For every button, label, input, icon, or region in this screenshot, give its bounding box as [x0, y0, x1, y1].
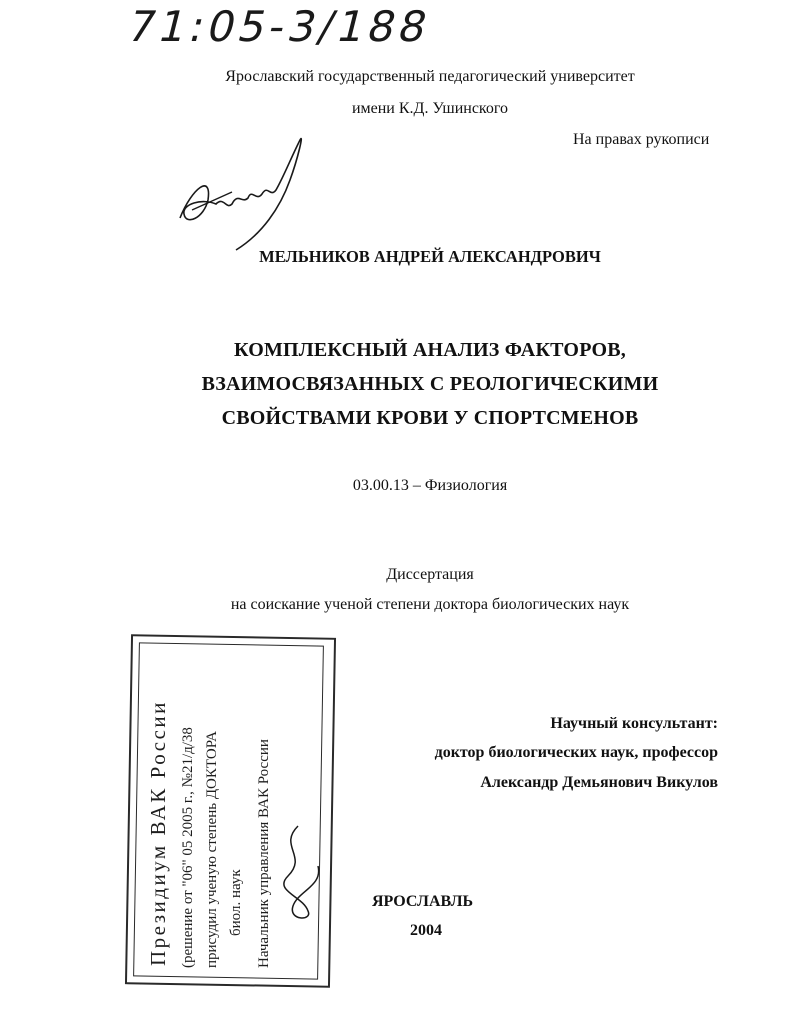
author-name: МЕЛЬНИКОВ АНДРЕЙ АЛЕКСАНДРОВИЧ: [259, 247, 601, 266]
stamp-signature: [268, 816, 328, 926]
dissertation-degree: на соискание ученой степени доктора биологических наук: [230, 596, 630, 613]
consultant-label: Научный консультант:: [550, 715, 718, 732]
dissertation-type: Диссертация: [386, 566, 474, 583]
rights-note: На правах рукописи: [573, 131, 710, 148]
stamp-field: биол. наук: [228, 869, 244, 936]
dissertation-title-line-3: СВОЙСТВАМИ КРОВИ У СПОРТСМЕНОВ: [221, 407, 639, 429]
dissertation-title-line-1: КОМПЛЕКСНЫЙ АНАЛИЗ ФАКТОРОВ,: [234, 339, 626, 361]
vak-approval-stamp: [128, 636, 333, 986]
consultant-name: Александр Демьянович Викулов: [480, 774, 718, 791]
university-name: Ярославский государственный педагогический университет: [225, 68, 635, 85]
stamp-degree-awarded: присудил ученую степень ДОКТОРА: [204, 731, 220, 968]
handwritten-catalog-number: 71:05-3/188: [122, 2, 437, 51]
consultant-degree: доктор биологических наук, профессор: [434, 744, 718, 761]
author-signature: [172, 118, 352, 258]
stamp-presidium: Президиум ВАК России: [146, 700, 170, 966]
stamp-decision: (решение от "06" 05 2005 г., №21/д/38: [180, 727, 196, 968]
specialty-code: 03.00.13 – Физиология: [352, 477, 508, 494]
university-named-after: имени К.Д. Ушинского: [351, 100, 509, 117]
year: 2004: [410, 922, 442, 939]
stamp-head-of-department: Начальник управления ВАК России: [256, 739, 272, 968]
dissertation-title-line-2: ВЗАИМОСВЯЗАННЫХ С РЕОЛОГИЧЕСКИМИ: [201, 373, 659, 395]
city: ЯРОСЛАВЛЬ: [372, 893, 474, 910]
